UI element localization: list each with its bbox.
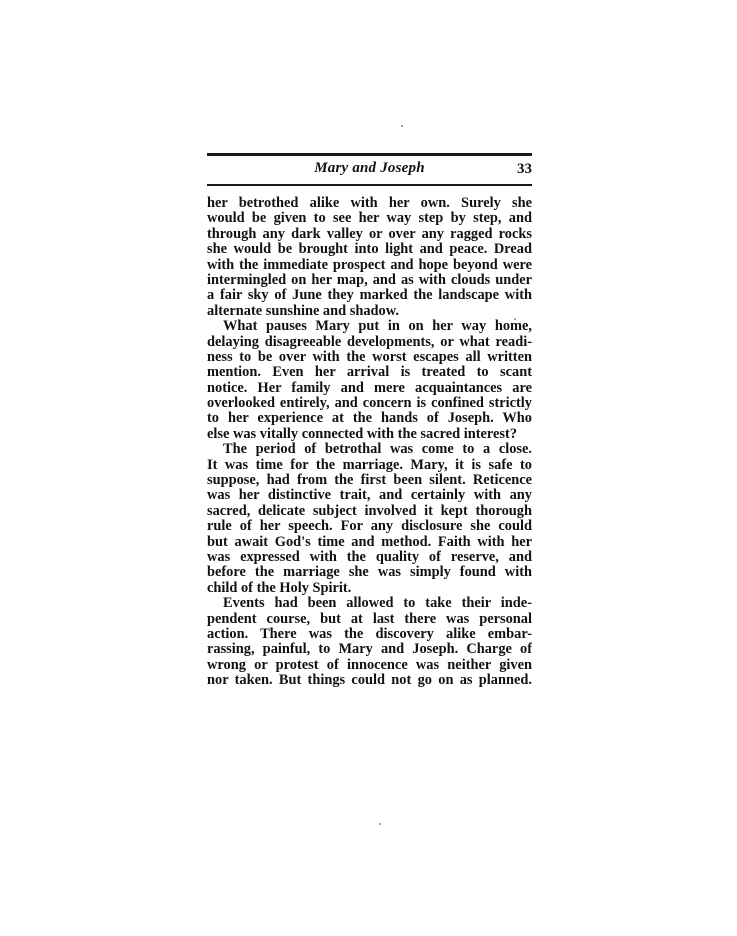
text-line: through any dark valley or over any ragged rocks — [207, 226, 532, 242]
running-header — [207, 158, 532, 182]
text-line: What pauses Mary put in on her way home, — [223, 319, 532, 335]
text-line: The period of betrothal was come to a close. — [223, 442, 532, 458]
text-line: Events had been allowed to take their inde- — [223, 596, 532, 612]
header-rule-bottom — [207, 184, 532, 186]
running-title: Mary and Joseph — [314, 160, 425, 176]
text-line: action. There was the discovery alike embar- — [207, 626, 532, 642]
text-line: with the immediate prospect and hope beyond were — [207, 257, 532, 273]
header-rule-top — [207, 153, 532, 156]
text-line: overlooked entirely, and concern is confined strictly — [207, 396, 532, 412]
body-text — [207, 196, 532, 689]
text-line: would be given to see her way step by step, and — [207, 211, 532, 227]
text-line: before the marriage she was simply found with — [207, 565, 532, 581]
text-line: alternate sunshine and shadow. — [207, 303, 399, 319]
text-line: wrong or protest of innocence was neither given — [207, 657, 532, 673]
scan-speck — [401, 125, 403, 127]
text-line: to her experience at the hands of Joseph. Who — [207, 411, 532, 427]
page-number: 33 — [517, 161, 532, 177]
text-line: It was time for the marriage. Mary, it is safe to — [207, 457, 532, 473]
text-line: rule of her speech. For any disclosure she could — [207, 519, 532, 535]
text-line: suppose, had from the first been silent. Reticence — [207, 473, 532, 489]
text-line: was expressed with the quality of reserve, and — [207, 549, 532, 565]
text-line: pendent course, but at last there was personal — [207, 611, 532, 627]
text-line: nor taken. But things could not go on as planned. — [207, 673, 532, 689]
text-line: but await God's time and method. Faith with her — [207, 534, 532, 550]
text-line: ness to be over with the worst escapes all written — [207, 349, 532, 365]
text-line: was her distinctive trait, and certainly with any — [207, 488, 532, 504]
text-line: delaying disagreeable developments, or what readi- — [207, 334, 532, 350]
text-line: child of the Holy Spirit. — [207, 580, 352, 596]
text-line: else was vitally connected with the sacred interest? — [207, 426, 518, 442]
text-line: intermingled on her map, and as with clouds under — [207, 272, 532, 288]
text-line: mention. Even her arrival is treated to scant — [207, 365, 532, 381]
text-line: her betrothed alike with her own. Surely she — [207, 196, 532, 211]
text-line: notice. Her family and mere acquaintances are — [207, 380, 532, 396]
text-line: a fair sky of June they marked the landscape with — [207, 288, 532, 304]
scan-speck — [379, 823, 381, 825]
text-line: she would be brought into light and peace. Dread — [207, 242, 532, 258]
text-line: rassing, painful, to Mary and Joseph. Charge of — [207, 642, 532, 658]
text-line: sacred, delicate subject involved it kept thorough — [207, 503, 532, 519]
